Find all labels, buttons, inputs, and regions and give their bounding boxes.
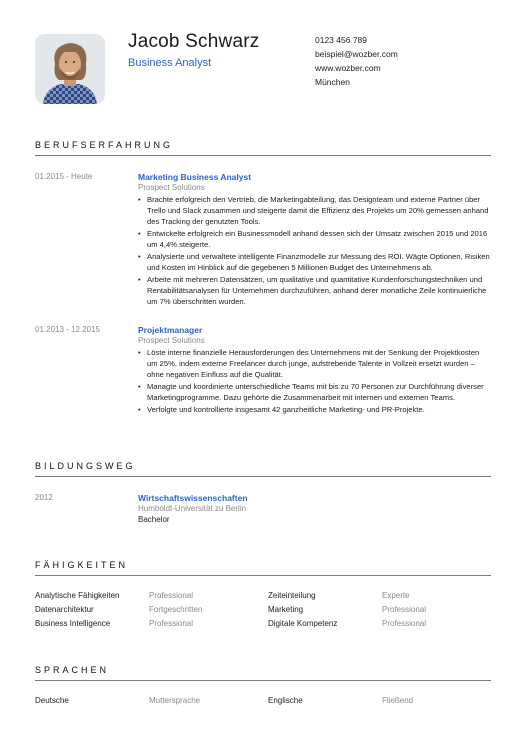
list-item bbox=[138, 195, 490, 227]
skill-level: Professional bbox=[382, 619, 427, 628]
skill-name: Marketing bbox=[268, 605, 304, 614]
bullet-text: Entwickelte erfolgreich ein Businessmodell anhand dessen sich der Umsatz zwischen 2015 und 2016 um 4,4% steigerte. bbox=[147, 228, 488, 249]
contact-website: www.wozber.com bbox=[315, 63, 381, 73]
skill-name: Datenarchitektur bbox=[35, 605, 94, 614]
contact-info bbox=[315, 33, 398, 89]
section-title-languages: SPRACHEN bbox=[35, 665, 110, 675]
candidate-name: Jacob Schwarz bbox=[128, 31, 260, 52]
education-title: Wirtschaftswissenschaften bbox=[138, 493, 248, 503]
education-year: 2012 bbox=[35, 493, 53, 502]
section-title-skills: FÄHIGKEITEN bbox=[35, 560, 129, 570]
profile-photo bbox=[35, 34, 105, 104]
list-item bbox=[138, 382, 490, 404]
skill-name: Analytische Fähigkeiten bbox=[35, 591, 120, 600]
bullet-icon: • bbox=[138, 405, 141, 415]
candidate-role: Business Analyst bbox=[128, 57, 212, 69]
bullet-icon: • bbox=[138, 195, 141, 204]
experience-title: Projektmanager bbox=[138, 325, 203, 335]
experience-company: Prospect Solutions bbox=[138, 183, 205, 192]
skill-level: Professional bbox=[149, 591, 194, 600]
list-item bbox=[138, 275, 490, 307]
list-item bbox=[138, 252, 490, 274]
skill-level: Professional bbox=[149, 619, 194, 628]
bullet-icon: • bbox=[138, 252, 141, 262]
bullet-text: Brachte erfolgreich den Vertrieb, die Marketingabteilung, das Designteam und externe Partner über Trello und Slack zusammen und steigerte damit die Effizienz des Projekts um 20% gemessen anhand des Tracking der genutzten Tools. bbox=[147, 195, 489, 226]
language-level: Muttersprache bbox=[149, 696, 201, 705]
contact-email: beispiel@wozber.com bbox=[315, 49, 398, 59]
bullet-icon: • bbox=[138, 348, 141, 357]
experience-date: 01.2015 - Heute bbox=[35, 172, 93, 181]
list-item bbox=[138, 229, 490, 251]
skill-level: Professional bbox=[382, 605, 427, 614]
contact-city: München bbox=[315, 77, 350, 87]
education-school: Humboldt-Universität zu Berlin bbox=[138, 504, 247, 513]
bullet-text: Managte und koordinierte unterschiedliche Teams mit bis zu 70 Personen zur Durchführung diverser Marketingprogramme. Dazu gehörte die Zusammenarbeit mit internen und externen Teams. bbox=[147, 381, 484, 402]
experience-date: 01.2013 - 12.2015 bbox=[35, 325, 100, 334]
section-title-education: BILDUNGSWEG bbox=[35, 461, 136, 471]
bullet-icon: • bbox=[138, 381, 141, 391]
skill-name: Digitale Kompetenz bbox=[268, 619, 338, 628]
skill-name: Zeiteinteilung bbox=[268, 591, 316, 600]
bullet-icon: • bbox=[138, 228, 141, 238]
section-title-experience: BERUFSERFAHRUNG bbox=[35, 140, 174, 150]
list-item bbox=[138, 348, 490, 380]
skill-level: Experte bbox=[382, 591, 410, 600]
experience-bullets bbox=[138, 195, 490, 309]
bullet-text: Arbeite mit mehreren Datensätzen, um qualitative und quantitative Kundenforschungstechniken und Rentabilitätsanalysen für Unternehmen durchzuführen, anhand derer monatliche Zeile kontinuierliche um 7% überschritten wurden. bbox=[147, 275, 487, 306]
experience-bullets bbox=[138, 348, 490, 418]
section-divider bbox=[35, 476, 491, 477]
education-degree: Bachelor bbox=[138, 515, 170, 524]
experience-title: Marketing Business Analyst bbox=[138, 172, 252, 182]
bullet-text: Analysierte und verwaltete intelligente Finanzmodelle zur Messung des ROI. Wägte Optionen, Risiken und Kosten im Hinblick auf die gegebenen 5 Millionen Budget des Unternehmens ab. bbox=[147, 252, 490, 272]
experience-company: Prospect Solutions bbox=[138, 336, 205, 345]
bullet-icon: • bbox=[138, 275, 141, 285]
skill-name: Business Intelligence bbox=[35, 619, 111, 628]
bullet-text: Verfolgte und kontrollierte insgesamt 42 ganzheitliche Marketing- und PR-Projekte. bbox=[147, 405, 425, 415]
contact-phone: 0123 456 789 bbox=[315, 35, 367, 45]
section-divider bbox=[35, 155, 491, 156]
language-level: Fließend bbox=[382, 696, 414, 705]
section-divider bbox=[35, 575, 491, 576]
skill-level: Fortgeschritten bbox=[149, 605, 203, 614]
bullet-text: Löste interne finanzielle Herausforderungen des Unternehmens mit der Senkung der Projektkosten um 25%, indem externe Freelancer durch junge, aufstrebende Talente in Vollzeit ersetzt wurden – ohne negativen Einfluss auf die Qualität. bbox=[147, 348, 480, 379]
language-name: Deutsche bbox=[35, 696, 69, 705]
list-item bbox=[138, 405, 490, 416]
language-name: Englische bbox=[268, 696, 303, 705]
section-divider bbox=[35, 680, 491, 681]
profile-photo-image bbox=[35, 34, 105, 104]
